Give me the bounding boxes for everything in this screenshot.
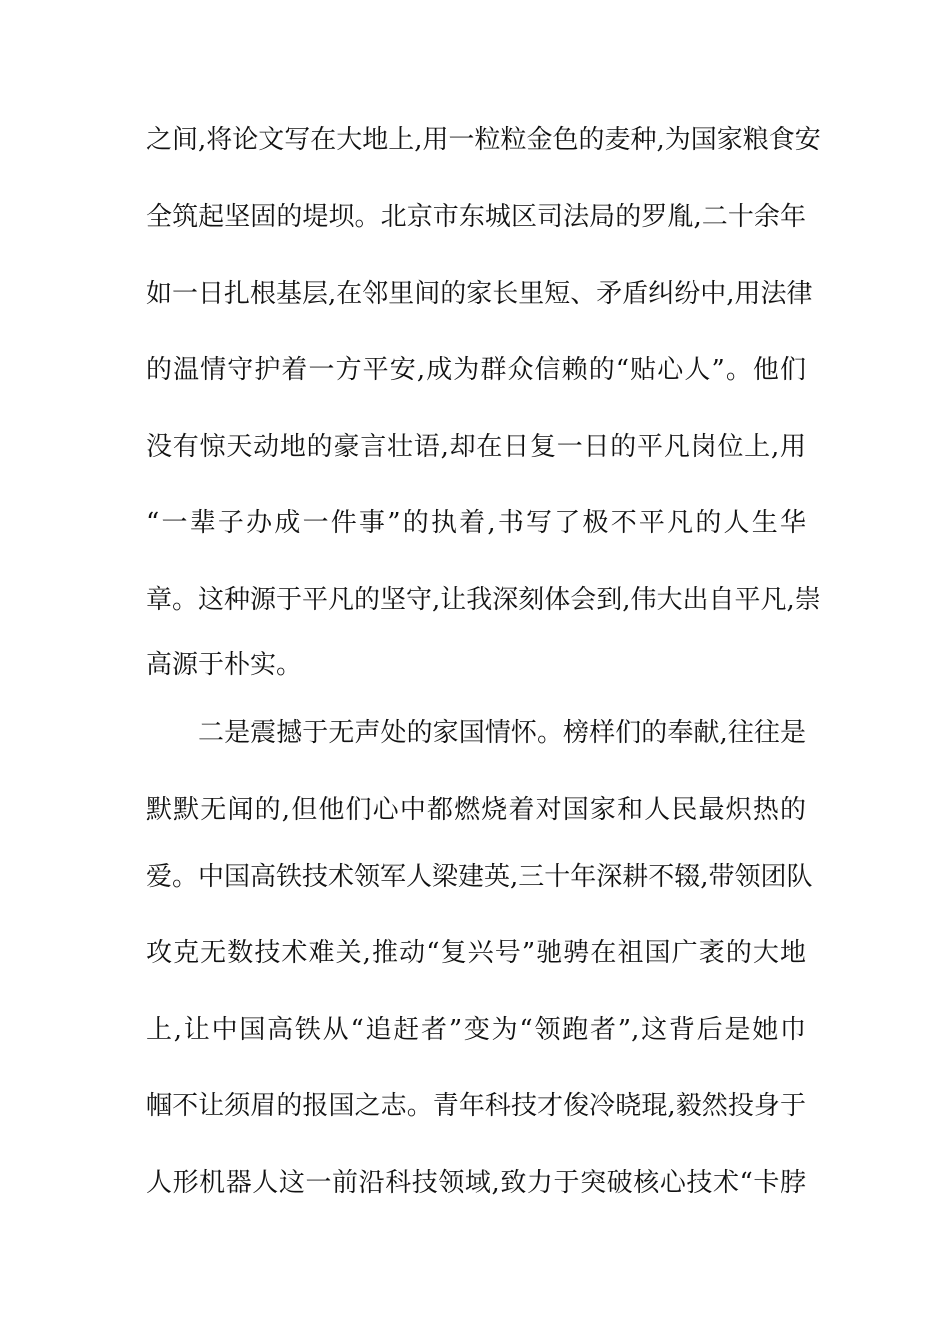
- text-line: 攻克无数技术难关,推动“复兴号”驰骋在祖国广袤的大地: [146, 938, 806, 968]
- text-line: 如一日扎根基层,在邻里间的家长里短、矛盾纠纷中,用法律: [146, 279, 813, 309]
- text-line: 章。这种源于平凡的坚守,让我深刻体会到,伟大出自平凡,崇: [146, 585, 821, 615]
- text-line: 默默无闻的,但他们心中都燃烧着对国家和人民最炽热的: [146, 795, 806, 825]
- text-line: 没有惊天动地的豪言壮语,却在日复一日的平凡岗位上,用: [146, 432, 806, 462]
- text-line: 帼不让须眉的报国之志。青年科技才俊冷晓琨,毅然投身于: [146, 1091, 806, 1121]
- text-line: 人形机器人这一前沿科技领域,致力于突破核心技术“卡脖: [146, 1168, 806, 1198]
- text-line: 之间,将论文写在大地上,用一粒粒金色的麦种,为国家粮食安: [146, 125, 821, 155]
- text-line: 高源于朴实。: [146, 650, 303, 680]
- text-line: 上,让中国高铁从“追赶者”变为“领跑者”,这背后是她巾: [146, 1015, 806, 1045]
- paragraph-first-line: 二是震撼于无声处的家国情怀。榜样们的奉献,往往是: [198, 718, 806, 748]
- text-line: 爱。中国高铁技术领军人梁建英,三十年深耕不辍,带领团队: [146, 862, 813, 892]
- text-line: “一辈子办成一件事”的执着,书写了极不平凡的人生华: [146, 508, 806, 538]
- text-line: 全筑起坚固的堤坝。北京市东城区司法局的罗胤,二十余年: [146, 202, 806, 232]
- text-line: 的温情守护着一方平安,成为群众信赖的“贴心人”。他们: [146, 355, 806, 385]
